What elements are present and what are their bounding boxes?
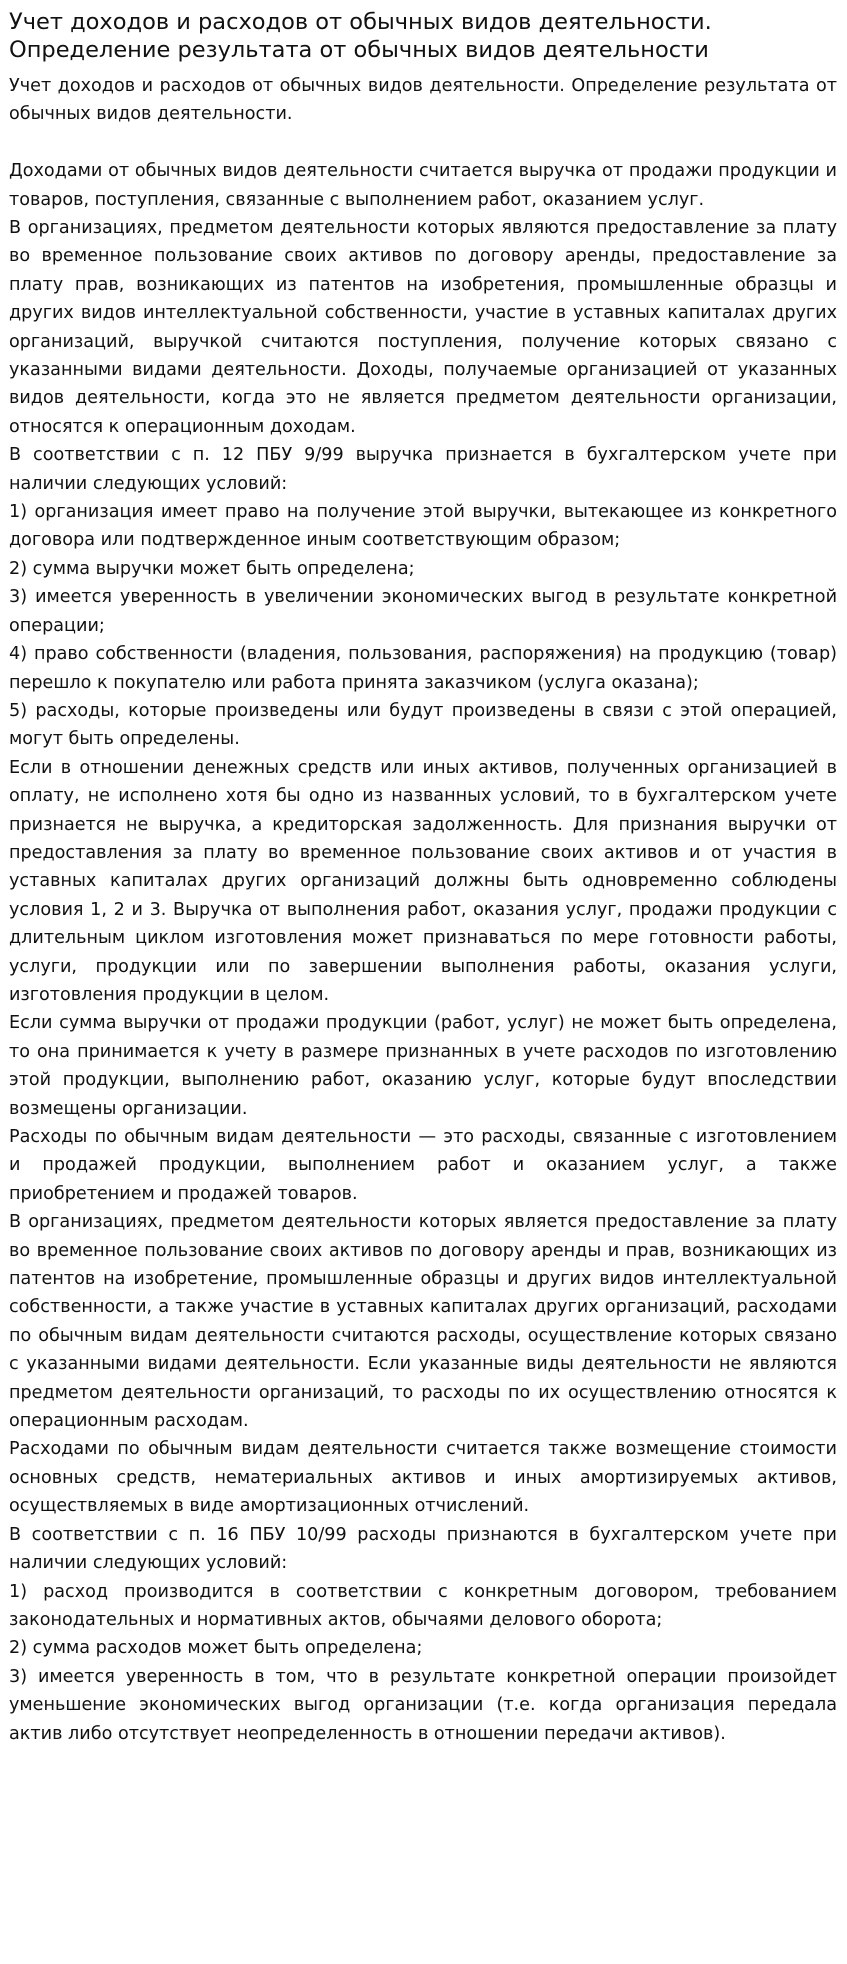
list-item: 2) сумма расходов может быть определена; (9, 1638, 423, 1659)
list-item: 4) право собственности (владения, пользования, распоряжения) на продукцию (товар) перешло к покупателю или работа принята заказчиком (услуга оказана); (9, 644, 837, 693)
list-item: 3) имеется уверенность в увеличении экономических выгод в результате конкретной операции; (9, 587, 837, 636)
body-paragraph: Если в отношении денежных средств или иных активов, полученных организацией в оплату, не исполнено хотя бы одно из названных условий, то в бухгалтерском учете признается не выручка, а кредиторская задолженность. Для признания выручки от предоставления за плату во временное пользование своих активов и от участия в уставных капиталах других организаций должны быть одновременно соблюдены условия 1, 2 и 3. Выручка от выполнения работ, оказания услуг, продажи продукции с длительным циклом изготовления может признаваться по мере готовности работы, услуги, продукции или по завершении выполнения работы, оказания услуги, изготовления продукции в целом. (9, 757, 837, 1005)
list-item: 3) имеется уверенность в том, что в результате конкретной операции произойдет уменьшение экономических выгод организации (т.е. когда организация передала актив либо отсутствует неопределенность в отношении передачи активов). (9, 1666, 837, 1744)
article-lead: Учет доходов и расходов от обычных видов деятельности. Определение результата от обычных видов деятельности. (9, 76, 837, 125)
list-item: 2) сумма выручки может быть определена; (9, 558, 415, 579)
body-paragraph: В соответствии с п. 16 ПБУ 10/99 расходы признаются в бухгалтерском учете при наличии следующих условий: (9, 1524, 837, 1574)
list-item: 1) организация имеет право на получение этой выручки, вытекающее из конкретного договора или подтвержденное иным соответствующим образом; (9, 502, 837, 551)
list-item: 1) расход производится в соответствии с конкретным договором, требованием законодательных и нормативных актов, обычаями делового оборота; (9, 1581, 837, 1630)
article-body (9, 157, 837, 1748)
body-paragraph: Доходами от обычных видов деятельности считается выручка от продажи продукции и товаров, поступления, связанные с выполнением работ, оказанием услуг. (9, 161, 837, 210)
body-paragraph: Расходами по обычным видам деятельности считается также возмещение стоимости основных средств, нематериальных активов и иных амортизируемых активов, осуществляемых в виде амортизационных отчислений. (9, 1439, 837, 1517)
article-title: Учет доходов и расходов от обычных видов деятельности. Определение результата от обычных видов деятельности (9, 9, 712, 63)
body-paragraph: В соответствии с п. 12 ПБУ 9/99 выручка признается в бухгалтерском учете при наличии следующих условий: (9, 445, 837, 494)
body-paragraph: В организациях, предметом деятельности которых является предоставление за плату во временное пользование своих активов по договору аренды и прав, возникающих из патентов на изобретение, промышленные образцы и других видов интеллектуальной собственности, а также участие в уставных капиталах других организаций, расходами по обычным видам деятельности считаются расходы, осуществление которых связано с указанными видами деятельности. Если указанные виды деятельности не являются предметом деятельности организаций, то расходы по их осуществлению относятся к операционным расходам. (9, 1212, 837, 1432)
body-paragraph: Расходы по обычным видам деятельности — это расходы, связанные с изготовлением и продажей продукции, выполнением работ и оказанием услуг, а также приобретением и продажей товаров. (9, 1127, 837, 1204)
list-item: 5) расходы, которые произведены или будут произведены в связи с этой операцией, могут быть определены. (9, 700, 837, 750)
body-paragraph: Если сумма выручки от продажи продукции (работ, услуг) не может быть определена, то она принимается к учету в размере признанных в учете расходов по изготовлению этой продукции, выполнению работ, оказанию услуг, которые будут впоследствии возмещены организации. (9, 1013, 837, 1119)
body-paragraph: В организациях, предметом деятельности которых являются предоставление за плату во временное пользование своих активов по договору аренды, предоставление за плату прав, возникающих из патентов на изобретения, промышленные образцы и других видов интеллектуальной собственности, участие в уставных капиталах других организаций, выручкой считаются поступления, получение которых связано с указанными видами деятельности. Доходы, получаемые организацией от указанных видов деятельности, когда это не является предметом деятельности организации, относятся к операционным доходам. (9, 218, 837, 437)
